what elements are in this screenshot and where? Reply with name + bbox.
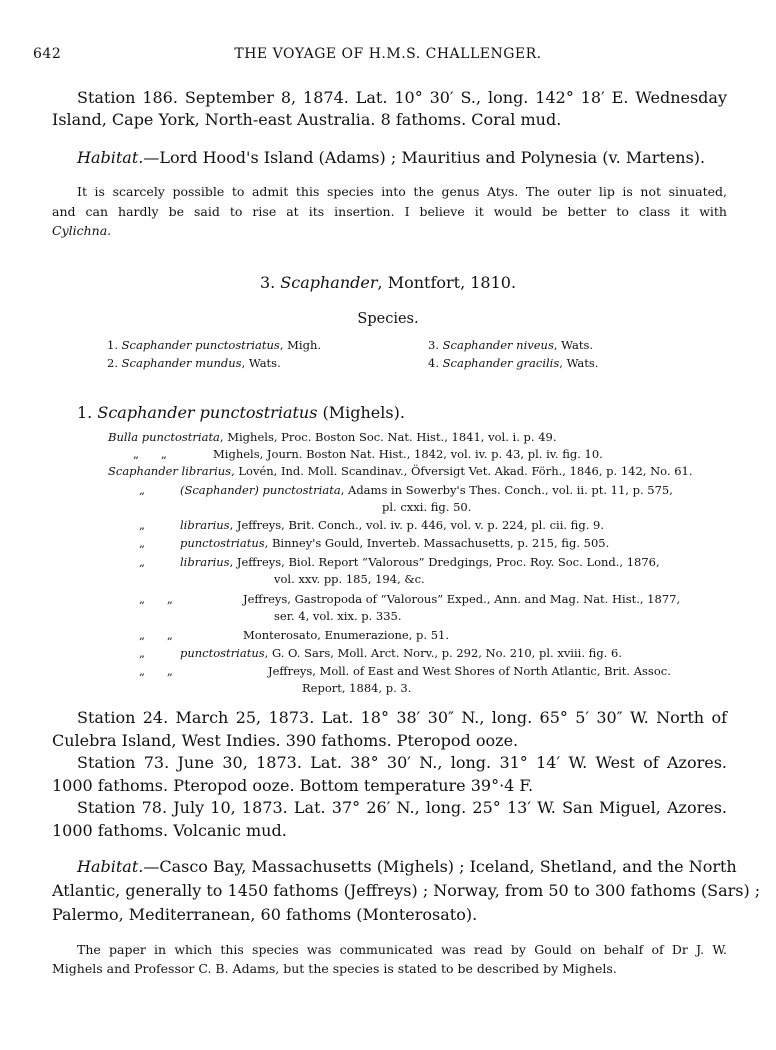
- synonymy-line: librarius, Jeffreys, Biol. Report “Valorous” Dredgings, Proc. Roy. Soc. Lond., 1876,: [180, 555, 660, 569]
- ditto-mark: „: [139, 555, 145, 569]
- species-list-item: 2. Scaphander mundus, Wats.: [107, 356, 281, 370]
- species-list-item: 1. Scaphander punctostriatus, Migh.: [107, 338, 322, 352]
- final-note-line2: Mighels and Professor C. B. Adams, but the species is stated to be described by Mighels.: [52, 961, 617, 976]
- synonymy-line-text: Jeffreys, Gastropoda of “Valorous” Exped., Ann. and Mag. Nat. Hist., 1877,: [243, 592, 681, 606]
- species-title: 1. Scaphander punctostriatus (Mighels).: [77, 403, 405, 422]
- synonymy-cont: pl. cxxi. fig. 50.: [382, 500, 472, 514]
- station-73-line2: 1000 fathoms. Pteropod ooze. Bottom temperature 39°·4 F.: [52, 776, 534, 795]
- species-list-item: 4. Scaphander gracilis, Wats.: [428, 356, 599, 370]
- ditto-marks: „ „: [139, 592, 173, 606]
- habitat-text: —Lord Hood's Island (Adams) ; Mauritius and Polynesia (v. Martens).: [143, 148, 706, 167]
- page-number: 642: [33, 46, 62, 62]
- genus-name: Scaphander: [280, 273, 378, 292]
- ditto-marks: „ „: [139, 664, 173, 678]
- final-note-line1: The paper in which this species was communicated was read by Gould on behalf of Dr J. W.: [77, 942, 727, 957]
- synonymy-cont: Report, 1884, p. 3.: [302, 681, 412, 695]
- synonymy-line: Bulla punctostriata, Mighels, Proc. Boston Soc. Nat. Hist., 1841, vol. i. p. 49.: [108, 430, 557, 444]
- species-list-item: 3. Scaphander niveus, Wats.: [428, 338, 594, 352]
- station-186-line2: Island, Cape York, North-east Australia. 8 fathoms. Coral mud.: [52, 110, 562, 129]
- synonymy-line-text: Monterosato, Enumerazione, p. 51.: [243, 628, 449, 642]
- ditto-mark: „: [139, 646, 145, 660]
- habitat-paragraph-1: [77, 148, 705, 167]
- running-title: THE VOYAGE OF H.M.S. CHALLENGER.: [234, 46, 542, 62]
- habitat-paragraph-2-line3: Palermo, Mediterranean, 60 fathoms (Monterosato).: [52, 905, 478, 924]
- note-line-1: It is scarcely possible to admit this species into the genus Atys. The outer lip is not sinuated,: [77, 184, 727, 199]
- station-24-line1: Station 24. March 25, 1873. Lat. 18° 38′ 30″ N., long. 65° 5′ 30″ W. North of: [77, 708, 727, 727]
- station-78-line1: Station 78. July 10, 1873. Lat. 37° 26′ N., long. 25° 13′ W. San Miguel, Azores.: [77, 798, 727, 817]
- note-line-2: and can hardly be said to rise at its insertion. I believe it would be better to class it with: [52, 204, 727, 219]
- station-186-line1: Station 186. September 8, 1874. Lat. 10° 30′ S., long. 142° 18′ E. Wednesday: [77, 88, 727, 107]
- synonymy-line: „ „: [133, 447, 167, 461]
- synonymy-cont: vol. xxv. pp. 185, 194, &c.: [274, 572, 425, 586]
- habitat-label: Habitat.: [77, 148, 144, 167]
- station-73-line1: Station 73. June 30, 1873. Lat. 38° 30′ N., long. 31° 14′ W. West of Azores.: [77, 753, 727, 772]
- synonymy-line: punctostriatus, G. O. Sars, Moll. Arct. Norv., p. 292, No. 210, pl. xviii. fig. 6.: [180, 646, 622, 660]
- synonymy-line: librarius, Jeffreys, Brit. Conch., vol. iv. p. 446, vol. v. p. 224, pl. cii. fig. 9.: [180, 518, 604, 532]
- habitat-label: Habitat.: [77, 857, 144, 876]
- species-heading: Species.: [357, 311, 419, 327]
- synonymy-line-text: Mighels, Journ. Boston Nat. Hist., 1842, vol. iv. p. 43, pl. iv. fig. 10.: [213, 447, 603, 461]
- station-78-line2: 1000 fathoms. Volcanic mud.: [52, 821, 287, 840]
- ditto-mark: „: [139, 518, 145, 532]
- synonymy-line: Scaphander librarius, Lovén, Ind. Moll. Scandinav., Öfversigt Vet. Akad. Förh., 1846, p. 142, No. 61.: [108, 464, 693, 478]
- synonymy-cont: ser. 4, vol. xix. p. 335.: [274, 609, 402, 623]
- species-title-name: Scaphander punctostriatus: [97, 403, 318, 422]
- ditto-marks: „ „: [139, 628, 173, 642]
- habitat-paragraph-2-line2: Atlantic, generally to 1450 fathoms (Jeffreys) ; Norway, from 50 to 300 fathoms (Sars) ;: [52, 881, 761, 900]
- ditto-mark: „: [139, 536, 145, 550]
- genus-heading: 3. Scaphander, Montfort, 1810.: [259, 273, 517, 292]
- station-24-line2: Culebra Island, West Indies. 390 fathoms. Pteropod ooze.: [52, 731, 519, 750]
- synonymy-line-text: Jeffreys, Moll. of East and West Shores of North Atlantic, Brit. Assoc.: [268, 664, 671, 678]
- habitat-paragraph-2-line1: Habitat.—Casco Bay, Massachusetts (Mighels) ; Iceland, Shetland, and the North: [77, 857, 737, 876]
- synonymy-line: punctostriatus, Binney's Gould, Inverteb. Massachusetts, p. 215, fig. 505.: [180, 536, 610, 550]
- ditto-mark: „: [139, 483, 145, 497]
- note-line-3: Cylichna.: [52, 223, 112, 238]
- synonymy-line: (Scaphander) punctostriata, Adams in Sowerby's Thes. Conch., vol. ii. pt. 11, p. 575,: [180, 483, 673, 497]
